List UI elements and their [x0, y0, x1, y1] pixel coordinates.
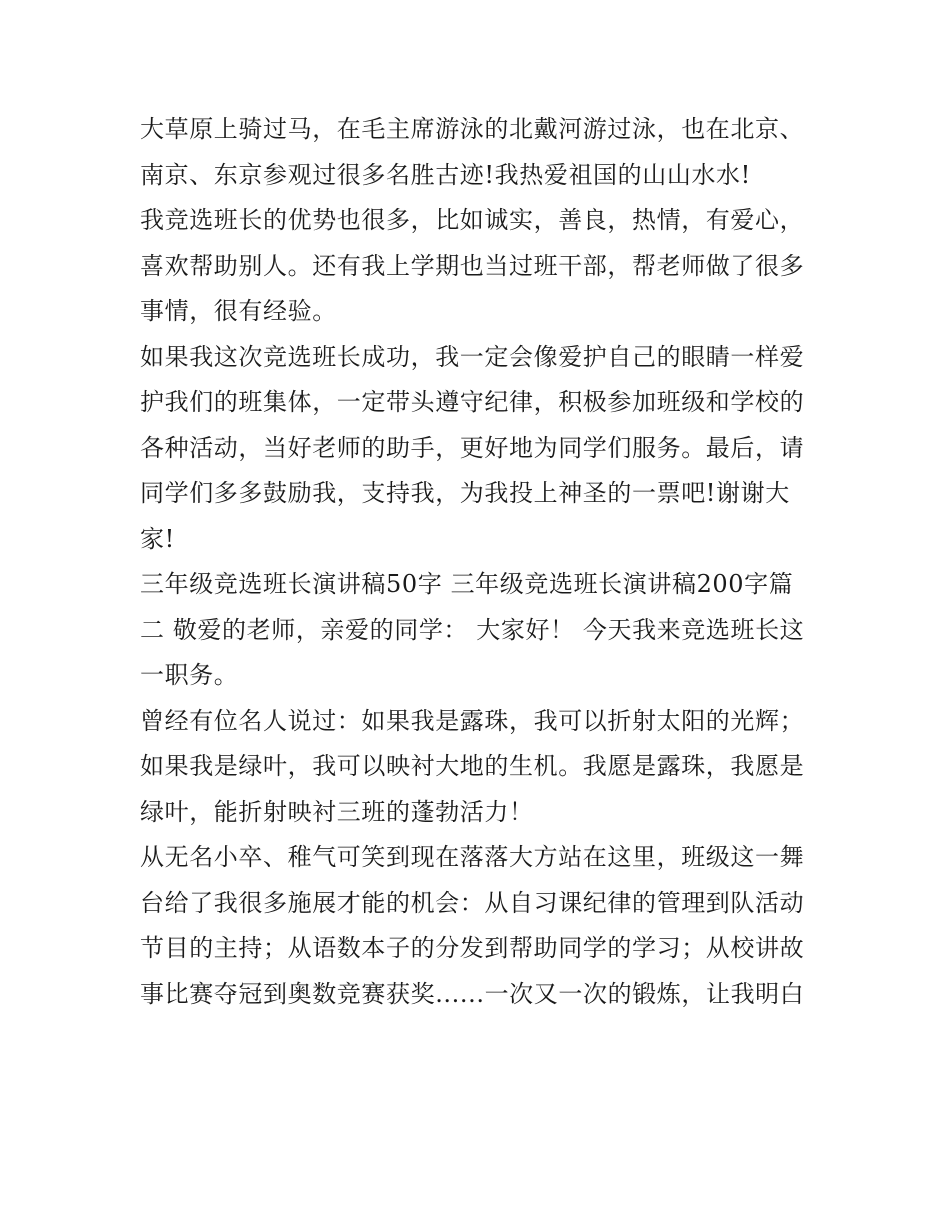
text-line: 喜欢帮助别人。还有我上学期也当过班干部，帮老师做了很多 — [140, 251, 805, 280]
text-line: 家! — [140, 524, 175, 553]
text-line: 节目的主持；从语数本子的分发到帮助同学的学习；从校讲故 — [140, 934, 805, 962]
text-line: 从无名小卒、稚气可笑到现在落落大方站在这里，班级这一舞 — [140, 843, 805, 871]
text-line: 事比赛夺冠到奥数竞赛获奖......一次又一次的锻炼，让我明白 — [140, 979, 805, 1008]
text-line: 台给了我很多施展才能的机会：从自习课纪律的管理到队活动 — [140, 888, 805, 917]
text-line: 如果我这次竞选班长成功，我一定会像爱护自己的眼睛一样爱 — [140, 342, 805, 371]
text-line: 大草原上骑过马，在毛主席游泳的北戴河游过泳，也在北京、 — [140, 115, 805, 143]
text-line: 我竞选班长的优势也很多，比如诚实，善良，热情，有爱心， — [140, 206, 805, 234]
document-body — [140, 107, 820, 1017]
text-line: 护我们的班集体，一定带头遵守纪律，积极参加班级和学校的 — [140, 388, 805, 416]
text-line: 曾经有位名人说过：如果我是露珠，我可以折射太阳的光辉； — [140, 706, 805, 735]
text-line: 事情，很有经验。 — [140, 297, 337, 325]
text-line: 三年级竞选班长演讲稿50字 三年级竞选班长演讲稿200字篇 — [140, 570, 794, 598]
text-line: 南京、东京参观过很多名胜古迹!我热爱祖国的山山水水! — [140, 160, 751, 189]
text-line: 一职务。 — [140, 661, 239, 689]
text-line: 绿叶，能折射映衬三班的蓬勃活力！ — [140, 797, 534, 826]
text-line: 同学们多多鼓励我，支持我，为我投上神圣的一票吧!谢谢大 — [140, 479, 790, 507]
text-line: 二 敬爱的老师，亲爱的同学： 大家好！ 今天我来竞选班长这 — [140, 615, 805, 644]
text-line: 如果我是绿叶，我可以映衬大地的生机。我愿是露珠，我愿是 — [140, 752, 805, 780]
text-line: 各种活动，当好老师的助手，更好地为同学们服务。最后，请 — [140, 433, 805, 462]
